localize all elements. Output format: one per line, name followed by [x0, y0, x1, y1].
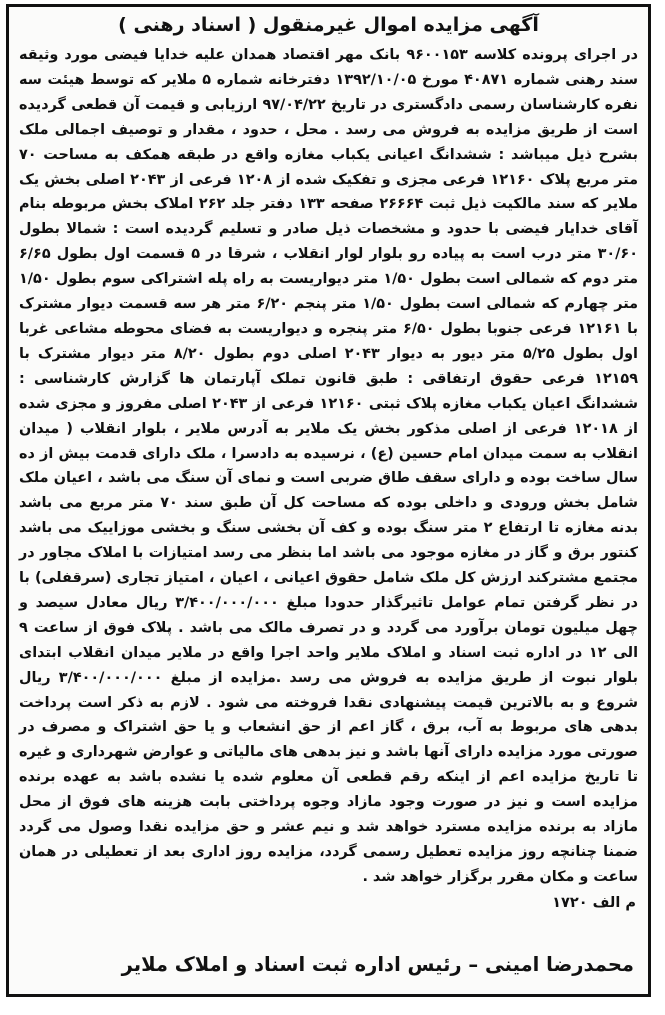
- auction-notice: [6, 4, 651, 997]
- notice-body: در اجرای پرونده کلاسه ۹۶۰۰۱۵۳ بانک مهر اقتصاد همدان علیه خدایا فیضی مورد وثیقه سند رهنی شماره ۴۰۸۷۱ مورخ ۱۳۹۲/۱۰/۰۵ دفترخانه شماره ۵ ملایر که توسط هیئت سه نفره کارشناسان رسمی دادگستری در تاریخ ۹۷/۰۴/۲۲ ارزیابی و قیمت آن قطعی گردیده است از طریق مزایده به فروش می رسد . محل ، حدود ، مقدار و توصیف اجمالی ملک بشرح ذیل میباشد : ششدانگ اعیانی یکباب مغازه واقع در طبقه همکف به مساحت ۷۰ متر مربع پلاک ۱۲۱۶۰ فرعی مجزی و تفکیک شده از ۱۲۰۸ فرعی از ۲۰۴۳ اصلی بخش یک ملایر که سند مالکیت ذیل ثبت ۲۶۶۶۴ صفحه ۱۳۳ دفتر جلد ۲۶۲ املاک بخش مربوطه بنام آقای خدایار فیضی با حدود و مشخصات ذیل صادر و تسلیم گردیده است : شمالا بطول ۳۰/۶۰ متر درب است به پیاده رو بلوار لوار انقلاب ، شرقا در ۵ قسمت اول بطول ۶/۶۵ متر دوم که شمالی است بطول ۱/۵۰ متر دیواریست به راه پله اشتراکی سوم بطول ۱/۵۰ متر چهارم که شمالی است بطول ۱/۵۰ متر پنجم ۶/۲۰ متر هر سه قسمت دیوار مشترک با ۱۲۱۶۱ فرعی جنوبا بطول ۶/۵۰ متر پنجره و دیواریست به فضای محوطه مشاعی غربا اول بطول ۵/۲۵ متر دیور به دیوار ۲۰۴۳ اصلی دوم بطول ۸/۲۰ متر دیوار مشترک با ۱۲۱۵۹ فرعی حقوق ارتفاقی : طبق قانون تملک آپارتمان ها گزارش کارشناسی : ششدانگ اعیان یکباب مغازه پلاک ثبتی ۱۲۱۶۰ فرعی از ۲۰۴۳ اصلی مفروز و مجزی شده از ۱۲۰۱۸ فرعی از اصلی مذکور بخش یک ملایر به آدرس ملایر ، بلوار انقلاب ( میدان انقلاب به سمت میدان امام حسین (ع) ، نرسیده به دادسرا ، ملک دارای قدمت بیش از ده سال ساخت بوده و دارای سقف طاق ضربی است و نمای آن سنگ می باشد ، اعیان ملک شامل بخش ورودی و داخلی بوده که مساحت کل آن طبق سند ۷۰ متر مربع می باشد بدنه مغازه تا ارتفاع ۲ متر سنگ بوده و کف آن بخشی سنگ و بخشی موزاییک می باشد کنتور برق و گاز در مغازه موجود می باشد اما بنظر می رسد امتیازات با املاک مجاور در مجتمع مشترکند ارزش کل ملک شامل حقوق اعیانی ، اعیان ، امتیاز تجاری (سرقفلی) با در نظر گرفتن تمام عوامل تاثیرگذار حدودا مبلغ ۳/۴۰۰/۰۰۰/۰۰۰ ریال معادل سیصد و چهل میلیون تومان برآورد می گردد و در تصرف مالک می باشد . پلاک فوق از ساعت ۹ الی ۱۲ در اداره ثبت اسناد و املاک ملایر واحد اجرا واقع در ملایر میدان انقلاب ابتدای بلوار نبوت از طریق مزایده به فروش می رسد .مزایده از مبلغ ۳/۴۰۰/۰۰۰/۰۰۰ ریال شروع و به بالاترین قیمت پیشنهادی نقدا فروخته می شود . لازم به ذکر است پرداخت بدهی های مربوط به آب، برق ، گاز اعم از حق انشعاب و یا حق اشتراک و مصرف در صورتی مورد مزایده دارای آنها باشد و نیز بدهی های مالیاتی و عوارض شهرداری و غیره تا تاریخ مزایده اعم از اینکه رقم قطعی آن معلوم شده یا نشده باشد به عهده برنده مزایده است و نیز در صورت وجود مازاد وجوه پرداختی بابت هزینه های فوق از محل مازاد به برنده مزایده مسترد خواهد شد و نیم عشر و حق مزایده نقدا وصول می گردد ضمنا چنانچه روز مزایده تعطیل رسمی گردد، مزایده روز اداری بعد از تعطیلی در همان ساعت و مکان مقرر برگزار خواهد شد .: [19, 47, 639, 885]
- notice-reference: م الف ۱۷۲۰: [552, 894, 636, 911]
- notice-signature: محمدرضا امینی – رئیس اداره ثبت اسناد و املاک ملایر: [121, 953, 634, 976]
- notice-title: آگهی مزایده اموال غیرمنقول ( اسناد رهنی ): [118, 14, 539, 36]
